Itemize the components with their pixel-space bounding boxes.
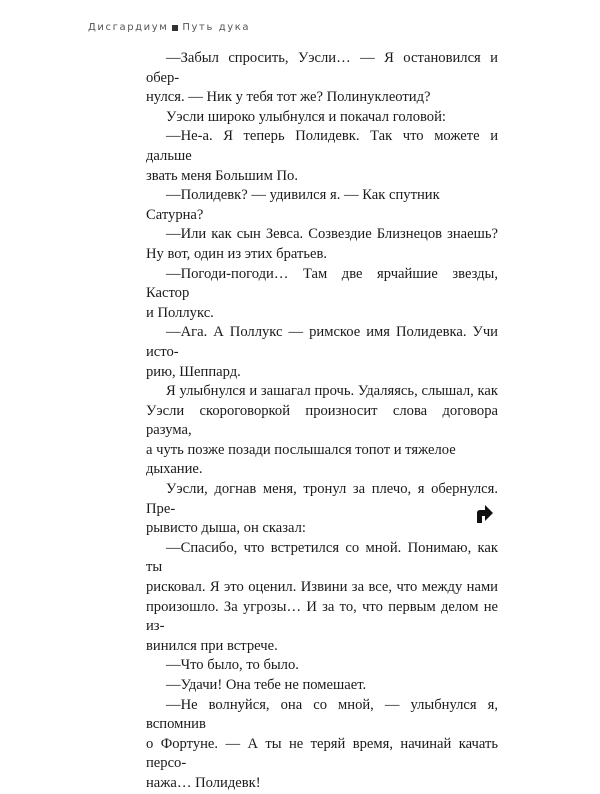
text-line: Уэсли, догнав меня, тронул за плечо, я обернулся. Пре- — [146, 481, 498, 517]
text-line: —Что было, то было. — [166, 657, 299, 674]
text-line: и Поллукс. — [146, 304, 214, 321]
text-line: —Не волнуйся, она со мной, — улыбнулся я, вспомнив — [146, 696, 498, 733]
next-page-arrow-icon — [474, 502, 494, 524]
text-line: —Спасибо, что встретился со мной. Понимаю, как ты — [146, 539, 498, 576]
text-line: —Не-а. Я теперь Полидевк. Так что можете и дальше — [146, 128, 498, 164]
text-line: —Или как сын Зевса. Созвездие Близнецов знаешь? — [166, 226, 498, 243]
text-line: Ну вот, один из этих братьев. — [146, 245, 328, 262]
page-text — [146, 49, 498, 794]
text-line: нулся. — Ник у тебя тот же? Полинуклеотид? — [146, 89, 431, 106]
text-line: —Полидевк? — удивился я. — Как спутник Сатурна? — [146, 187, 440, 223]
text-line: винился при встрече. — [146, 637, 278, 654]
text-line: —Погоди-погоди… Там две ярчайшие звезды, Кастор — [146, 265, 498, 302]
text-line: рисковал. Я это оценил. Извини за все, что между нами — [146, 579, 498, 596]
book-name: Дисгардиум — [88, 22, 169, 33]
text-line: рывисто дыша, он сказал: — [146, 520, 306, 537]
running-header — [88, 22, 250, 33]
text-line: а чуть позже позади послышался топот и тяжелое дыхание. — [146, 441, 456, 478]
text-line: о Фортуне. — А ты не теряй время, начинай качать персо- — [146, 735, 498, 772]
text-line: Я улыбнулся и зашагал прочь. Удаляясь, слышал, как — [166, 383, 498, 400]
text-line: —Удачи! Она тебе не помешает. — [166, 677, 367, 693]
text-line: рию, Шеппард. — [146, 363, 241, 380]
text-line: —Забыл спросить, Уэсли… — Я остановился и обер- — [146, 50, 498, 86]
text-line: произошло. За угрозы… И за то, что первым делом не из- — [146, 598, 498, 635]
book-subtitle: Путь дука — [182, 22, 251, 33]
text-line: нажа… Полидевк! — [146, 774, 261, 791]
text-line: Уэсли скороговоркой произносит слова договора разума, — [146, 402, 498, 439]
text-line: —Ага. А Поллукс — римское имя Полидевка. Учи исто- — [146, 324, 498, 360]
header-separator-square — [172, 25, 178, 31]
text-line: Уэсли широко улыбнулся и покачал головой: — [166, 108, 446, 125]
text-line: звать меня Большим По. — [146, 167, 298, 184]
